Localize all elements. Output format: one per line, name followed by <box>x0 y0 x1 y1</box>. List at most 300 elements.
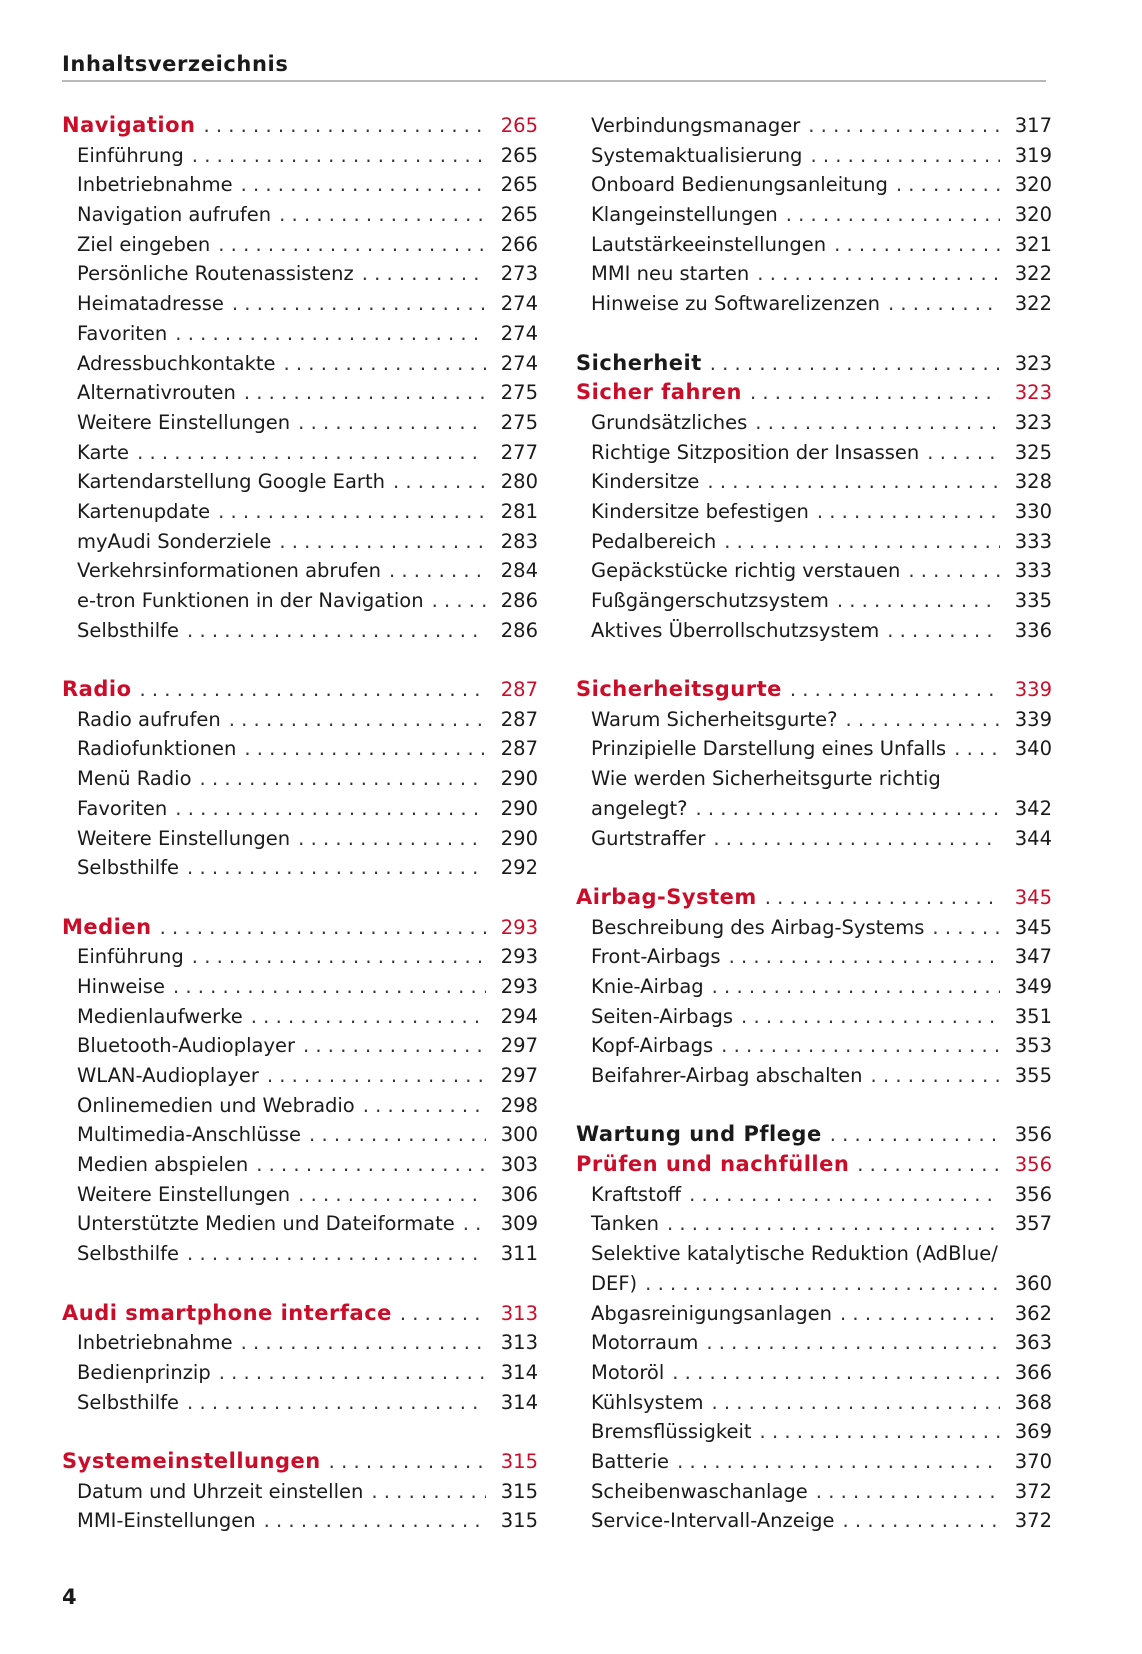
toc-entry-page: 325 <box>1014 440 1052 464</box>
toc-entry-title: Gurtstraffer <box>591 826 706 850</box>
toc-entry-page: 293 <box>500 945 538 969</box>
toc-entry[interactable] <box>62 170 538 200</box>
toc-entry-page: 284 <box>500 559 538 583</box>
toc-entry[interactable] <box>62 289 538 319</box>
toc-entry-page: 274 <box>500 321 538 345</box>
toc-entry[interactable] <box>62 824 538 854</box>
toc-entry-page: 322 <box>1014 292 1052 316</box>
toc-dot-leader <box>705 824 1000 854</box>
toc-chapter[interactable] <box>576 378 1052 408</box>
toc-entry-page: 265 <box>500 203 538 227</box>
toc-dot-leader <box>900 556 1000 586</box>
toc-entry-page: 368 <box>1014 1390 1052 1414</box>
toc-entry-title: Selbsthilfe <box>77 1242 180 1266</box>
toc-entry[interactable] <box>576 1328 1052 1358</box>
toc-chapter[interactable] <box>576 1150 1052 1180</box>
toc-entry[interactable] <box>62 378 538 408</box>
toc-entry-page: 273 <box>500 262 538 286</box>
toc-dot-leader <box>184 141 486 171</box>
toc-entry-page: 294 <box>500 1004 538 1028</box>
toc-entry[interactable] <box>62 794 538 824</box>
toc-entry-title: Einführung <box>77 143 184 167</box>
toc-entry-page: 339 <box>1014 707 1052 731</box>
toc-dot-leader <box>704 972 1000 1002</box>
toc-entry-title: Knie-Airbag <box>591 974 704 998</box>
toc-dot-leader <box>829 586 1000 616</box>
page-title: Inhaltsverzeichnis <box>62 52 289 76</box>
toc-entry[interactable] <box>576 230 1052 260</box>
toc-dot-leader <box>749 259 1000 289</box>
toc-entry-title: Sicher fahren <box>576 380 742 405</box>
toc-entry[interactable] <box>576 616 1052 646</box>
toc-entry[interactable] <box>576 1061 1052 1091</box>
toc-entry-page: 342 <box>1014 796 1052 820</box>
toc-spacer <box>576 319 1052 349</box>
toc-entry[interactable] <box>62 200 538 230</box>
toc-entry[interactable] <box>576 1002 1052 1032</box>
toc-entry[interactable] <box>62 853 538 883</box>
toc-dot-leader <box>381 556 486 586</box>
toc-entry-title: Medienlaufwerke <box>77 1004 243 1028</box>
toc-dot-leader <box>179 853 486 883</box>
toc-entry-title: myAudi Sonderziele <box>77 529 272 553</box>
toc-entry[interactable] <box>576 438 1052 468</box>
toc-dot-leader <box>782 675 1000 705</box>
toc-dot-leader <box>165 972 486 1002</box>
toc-entry[interactable] <box>62 1061 538 1091</box>
toc-entry-title: WLAN-Audioplayer <box>77 1064 259 1087</box>
toc-dot-leader <box>392 1299 486 1329</box>
toc-entry-page: 303 <box>500 1153 538 1177</box>
toc-entry-title: Scheibenwaschanlage <box>591 1479 808 1503</box>
toc-entry-page: 265 <box>500 143 538 167</box>
toc-entry[interactable] <box>62 764 538 794</box>
toc-entry-page: 344 <box>1014 826 1052 850</box>
toc-entry-title: Inbetriebnahme <box>77 173 233 197</box>
toc-entry-title: Einführung <box>77 945 184 969</box>
toc-dot-leader <box>879 616 1000 646</box>
toc-entry-page: 315 <box>500 1449 538 1473</box>
toc-entry[interactable] <box>576 705 1052 735</box>
toc-entry-title: Radio aufrufen <box>77 707 221 731</box>
toc-dot-leader <box>742 378 1000 408</box>
toc-dot-leader <box>152 913 486 943</box>
toc-spacer <box>62 1269 538 1299</box>
toc-dot-leader <box>271 200 486 230</box>
toc-dot-leader <box>224 289 486 319</box>
toc-entry[interactable] <box>576 824 1052 854</box>
toc-spacer <box>576 1091 1052 1121</box>
toc-entry[interactable] <box>576 1209 1052 1239</box>
toc-entry-page: 357 <box>1014 1212 1052 1236</box>
toc-entry-page: 345 <box>1014 885 1052 909</box>
toc-entry-page: 274 <box>500 351 538 375</box>
toc-entry-title: Onboard Bedienungsanleitung <box>591 173 888 197</box>
toc-entry-page: 297 <box>500 1034 538 1058</box>
toc-entry-title: angelegt? <box>591 796 688 820</box>
toc-entry-page: 315 <box>500 1509 538 1533</box>
toc-dot-leader <box>236 378 486 408</box>
toc-entry[interactable] <box>576 259 1052 289</box>
toc-entry-page: 360 <box>1014 1271 1052 1295</box>
toc-entry[interactable] <box>62 1180 538 1210</box>
toc-entry-title: Persönliche Routenassistenz <box>77 262 354 286</box>
toc-entry-page: 323 <box>1014 351 1052 375</box>
toc-entry-title: Kühlsystem <box>591 1390 704 1414</box>
toc-entry[interactable] <box>62 467 538 497</box>
toc-entry-title: Heimatadresse <box>77 292 224 316</box>
toc-dot-leader <box>687 794 1000 824</box>
toc-entry-title: Weitere Einstellungen <box>77 410 291 434</box>
toc-entry-page: 306 <box>500 1182 538 1206</box>
toc-entry-page: 280 <box>500 470 538 494</box>
toc-dot-leader <box>659 1209 1000 1239</box>
toc-entry-page: 351 <box>1014 1004 1052 1028</box>
toc-entry-page: 290 <box>500 767 538 791</box>
toc-entry[interactable] <box>62 616 538 646</box>
toc-entry-page: 313 <box>500 1301 538 1325</box>
toc-dot-leader <box>888 170 1000 200</box>
toc-entry-page: 336 <box>1014 618 1052 642</box>
toc-entry[interactable] <box>576 1239 1052 1269</box>
toc-spacer <box>62 1417 538 1447</box>
toc-dot-leader <box>863 1061 1000 1091</box>
toc-entry[interactable] <box>62 1506 538 1536</box>
toc-entry[interactable] <box>576 942 1052 972</box>
toc-spacer <box>62 645 538 675</box>
toc-entry[interactable] <box>62 259 538 289</box>
toc-entry-page: 275 <box>500 381 538 405</box>
toc-dot-leader <box>703 1388 1000 1418</box>
toc-dot-leader <box>221 705 486 735</box>
toc-entry-page: 315 <box>500 1479 538 1503</box>
toc-entry-title: Bremsflüssigkeit <box>591 1420 752 1444</box>
toc-entry-title: Fußgängerschutzsystem <box>591 589 829 612</box>
toc-entry-title: Kindersitze befestigen <box>591 499 809 523</box>
toc-dot-leader <box>455 1209 486 1239</box>
toc-entry-page: 319 <box>1014 143 1052 167</box>
toc-dot-leader <box>167 319 486 349</box>
toc-chapter[interactable] <box>576 883 1052 913</box>
toc-entry-title: Adressbuchkontakte <box>77 351 276 375</box>
toc-dot-leader <box>681 1180 1000 1210</box>
toc-entry-title: Front-Airbags <box>591 945 721 969</box>
toc-entry-title: Onlinemedien und Webradio <box>77 1093 355 1117</box>
toc-entry-page: 283 <box>500 529 538 553</box>
toc-dot-leader <box>271 527 486 557</box>
toc-entry-title: Multimedia-Anschlüsse <box>77 1123 302 1147</box>
toc-dot-leader <box>129 438 486 468</box>
toc-entry[interactable] <box>576 170 1052 200</box>
toc-entry[interactable] <box>576 556 1052 586</box>
toc-dot-leader <box>946 734 1000 764</box>
toc-entry-title: Weitere Einstellungen <box>77 826 291 850</box>
toc-entry[interactable] <box>62 319 538 349</box>
toc-entry[interactable] <box>576 972 1052 1002</box>
toc-entry-title: Kraftstoff <box>591 1182 682 1206</box>
toc-entry-title: Audi smartphone interface <box>62 1300 392 1325</box>
toc-entry-title: Beifahrer-Airbag abschalten <box>591 1064 863 1087</box>
page-header <box>62 50 1046 82</box>
toc-entry[interactable] <box>62 497 538 527</box>
toc-entry-page: 372 <box>1014 1509 1052 1533</box>
toc-entry-title: Alternativrouten <box>77 381 236 405</box>
toc-dot-leader <box>669 1447 1000 1477</box>
toc-entry-title: Service-Intervall-Anzeige <box>591 1509 835 1533</box>
toc-entry[interactable] <box>576 527 1052 557</box>
toc-dot-leader <box>210 230 486 260</box>
toc-entry-title: Pedalbereich <box>591 529 717 553</box>
toc-entry-page: 309 <box>500 1212 538 1236</box>
toc-dot-leader <box>778 200 1000 230</box>
toc-entry-title: Selbsthilfe <box>77 1390 180 1414</box>
toc-entry-page: 265 <box>500 173 538 197</box>
toc-entry-title: Ziel eingeben <box>77 232 211 256</box>
toc-entry[interactable] <box>62 1358 538 1388</box>
toc-entry-page: 286 <box>500 618 538 642</box>
toc-dot-leader <box>721 942 1000 972</box>
toc-entry[interactable] <box>62 972 538 1002</box>
toc-entry[interactable] <box>576 794 1052 824</box>
toc-entry-page: 330 <box>1014 499 1052 523</box>
toc-entry[interactable] <box>576 1506 1052 1536</box>
toc-entry[interactable] <box>62 230 538 260</box>
toc-entry[interactable] <box>576 734 1052 764</box>
toc-entry-page: 287 <box>500 707 538 731</box>
toc-entry-page: 286 <box>500 589 538 612</box>
toc-entry-title: Richtige Sitzposition der Insassen <box>591 440 920 464</box>
toc-dot-leader <box>363 1477 486 1507</box>
toc-entry[interactable] <box>576 586 1052 616</box>
toc-entry-page: 266 <box>500 232 538 256</box>
toc-entry-title: Klangeinstellungen <box>591 203 778 227</box>
toc-entry[interactable] <box>62 1209 538 1239</box>
toc-entry-title: Navigation <box>62 113 196 137</box>
toc-column-right <box>576 111 1052 1536</box>
toc-entry-title: Wartung und Pflege <box>576 1122 822 1147</box>
toc-entry-title: Tanken <box>591 1212 659 1236</box>
toc-entry-page: 333 <box>1014 529 1052 553</box>
toc-entry[interactable] <box>62 1328 538 1358</box>
toc-entry-page: 314 <box>500 1360 538 1384</box>
toc-entry[interactable] <box>62 1477 538 1507</box>
toc-entry[interactable] <box>576 1299 1052 1329</box>
toc-entry-title: Unterstützte Medien und Dateiformate <box>77 1212 455 1236</box>
toc-dot-leader <box>243 1002 486 1032</box>
toc-entry-page: 345 <box>1014 915 1052 939</box>
toc-entry-page: 281 <box>500 499 538 523</box>
toc-entry-title: DEF) <box>591 1271 638 1295</box>
toc-entry-title: Bluetooth-Audioplayer <box>77 1034 295 1058</box>
toc-entry-title: Systemeinstellungen <box>62 1448 321 1473</box>
toc-entry[interactable] <box>62 1091 538 1121</box>
toc-chapter[interactable] <box>62 111 538 141</box>
toc-chapter[interactable] <box>62 1299 538 1329</box>
toc-dot-leader <box>192 764 486 794</box>
toc-entry-page: 333 <box>1014 559 1052 583</box>
toc-dot-leader <box>233 170 486 200</box>
toc-entry-title: Verbindungsmanager <box>591 114 801 137</box>
toc-entry-page: 349 <box>1014 974 1052 998</box>
toc-dot-leader <box>702 349 1000 379</box>
toc-entry[interactable] <box>62 349 538 379</box>
toc-chapter[interactable] <box>576 675 1052 705</box>
toc-dot-leader <box>276 349 486 379</box>
toc-entry[interactable] <box>62 1002 538 1032</box>
toc-dot-leader <box>752 1417 1000 1447</box>
toc-entry-page: 277 <box>500 440 538 464</box>
toc-dot-leader <box>179 1239 486 1269</box>
page-number: 4 <box>62 1585 77 1609</box>
toc-entry-title: Weitere Einstellungen <box>77 1182 291 1206</box>
toc-entry[interactable] <box>62 705 538 735</box>
toc-entry[interactable] <box>576 1031 1052 1061</box>
toc-entry[interactable] <box>576 141 1052 171</box>
toc-entry-page: 297 <box>500 1064 538 1087</box>
toc-entry[interactable] <box>576 1447 1052 1477</box>
toc-entry[interactable] <box>576 408 1052 438</box>
toc-entry-page: 314 <box>500 1390 538 1414</box>
toc-entry[interactable] <box>576 1269 1052 1299</box>
toc-entry-page: 369 <box>1014 1420 1052 1444</box>
toc-entry[interactable] <box>62 1150 538 1180</box>
toc-dot-leader <box>179 1388 486 1418</box>
toc-dot-leader <box>424 586 486 616</box>
toc-spacer <box>576 645 1052 675</box>
toc-entry[interactable] <box>62 141 538 171</box>
toc-entry[interactable] <box>576 200 1052 230</box>
toc-entry-title: Favoriten <box>77 321 168 345</box>
toc-entry-title: Hinweise zu Softwarelizenzen <box>591 292 880 316</box>
toc-entry-title: Seiten-Airbags <box>591 1004 734 1028</box>
toc-entry-title: Selektive katalytische Reduktion (AdBlue/ <box>591 1242 998 1266</box>
toc-entry-title: MMI-Einstellungen <box>77 1509 256 1533</box>
toc-entry-title: Selbsthilfe <box>77 856 180 880</box>
toc-entry-title: Batterie <box>591 1449 670 1473</box>
toc-dot-leader <box>195 111 486 141</box>
toc-entry-title: Motorraum <box>591 1331 699 1355</box>
toc-entry-title: Medien abspielen <box>77 1153 249 1177</box>
toc-dot-leader <box>919 438 1000 468</box>
toc-dot-leader <box>301 1120 486 1150</box>
toc-entry-page: 311 <box>500 1242 538 1266</box>
toc-chapter[interactable] <box>62 1447 538 1477</box>
toc-entry[interactable] <box>62 1239 538 1269</box>
toc-entry[interactable] <box>576 1417 1052 1447</box>
toc-entry-title: Inbetriebnahme <box>77 1331 233 1355</box>
toc-dot-leader <box>716 527 1000 557</box>
toc-entry-title: Navigation aufrufen <box>77 203 272 227</box>
toc-dot-leader <box>385 467 486 497</box>
toc-dot-leader <box>826 230 1000 260</box>
toc-entry-page: 287 <box>500 678 538 702</box>
toc-entry-page: 366 <box>1014 1360 1052 1384</box>
toc-entry-title: Datum und Uhrzeit einstellen <box>77 1479 364 1503</box>
toc-entry[interactable] <box>576 467 1052 497</box>
toc-entry[interactable] <box>62 408 538 438</box>
toc-entry[interactable] <box>576 913 1052 943</box>
toc-chapter[interactable] <box>62 675 538 705</box>
toc-section[interactable] <box>576 1120 1052 1150</box>
toc-entry[interactable] <box>576 289 1052 319</box>
toc-entry[interactable] <box>576 111 1052 141</box>
toc-entry-page: 287 <box>500 737 538 761</box>
toc-entry-page: 298 <box>500 1093 538 1117</box>
toc-entry-page: 347 <box>1014 945 1052 969</box>
toc-dot-leader <box>837 705 1000 735</box>
toc-dot-leader <box>290 408 486 438</box>
toc-entry-page: 339 <box>1014 678 1052 702</box>
toc-entry-page: 370 <box>1014 1449 1052 1473</box>
toc-dot-leader <box>733 1002 1000 1032</box>
toc-entry-title: Medien <box>62 914 152 939</box>
toc-entry-page: 317 <box>1014 114 1052 137</box>
toc-entry-title: Gepäckstücke richtig verstauen <box>591 559 901 583</box>
toc-entry[interactable] <box>62 527 538 557</box>
toc-entry-title: Karte <box>77 440 130 464</box>
toc-entry-title: Lautstärkeeinstellungen <box>591 232 827 256</box>
toc-entry-title: Hinweise <box>77 974 165 998</box>
toc-entry[interactable] <box>62 734 538 764</box>
toc-spacer <box>576 853 1052 883</box>
toc-entry-title: Beschreibung des Airbag-Systems <box>591 915 925 939</box>
toc-entry[interactable] <box>576 1477 1052 1507</box>
toc-entry-page: 356 <box>1014 1123 1052 1147</box>
toc-entry-title: Radio <box>62 677 132 702</box>
toc-entry[interactable] <box>62 556 538 586</box>
toc-dot-leader <box>179 616 486 646</box>
toc-entry[interactable] <box>576 764 1052 794</box>
toc-entry-page: 320 <box>1014 173 1052 197</box>
toc-dot-leader <box>800 111 1000 141</box>
toc-entry[interactable] <box>62 586 538 616</box>
toc-entry[interactable] <box>62 1031 538 1061</box>
toc-entry-page: 323 <box>1014 381 1052 405</box>
toc-entry-title: Warum Sicherheitsgurte? <box>591 707 838 731</box>
toc-entry[interactable] <box>62 942 538 972</box>
toc-entry-page: 355 <box>1014 1064 1052 1087</box>
toc-dot-leader <box>321 1447 486 1477</box>
toc-dot-leader <box>184 942 486 972</box>
toc-entry[interactable] <box>62 1120 538 1150</box>
toc-entry-page: 356 <box>1014 1153 1052 1177</box>
toc-entry-title: Motoröl <box>591 1360 665 1384</box>
toc-entry-title: e-tron Funktionen in der Navigation <box>77 589 424 612</box>
toc-entry-title: Menü Radio <box>77 767 192 791</box>
toc-dot-leader <box>664 1358 1000 1388</box>
toc-entry[interactable] <box>576 497 1052 527</box>
toc-entry[interactable] <box>62 1388 538 1418</box>
toc-dot-leader <box>248 1150 486 1180</box>
toc-entry-title: Kartenupdate <box>77 499 211 523</box>
toc-section[interactable] <box>576 349 1052 379</box>
toc-entry-title: Abgasreinigungsanlagen <box>591 1301 833 1325</box>
toc-entry-title: Sicherheit <box>576 350 702 375</box>
toc-dot-leader <box>832 1299 1000 1329</box>
toc-dot-leader <box>290 824 486 854</box>
toc-entry[interactable] <box>576 1180 1052 1210</box>
toc-dot-leader <box>210 497 486 527</box>
toc-entry[interactable] <box>576 1358 1052 1388</box>
toc-entry[interactable] <box>62 438 538 468</box>
toc-dot-leader <box>822 1120 1000 1150</box>
toc-chapter[interactable] <box>62 913 538 943</box>
toc-entry[interactable] <box>576 1388 1052 1418</box>
toc-entry-title: Aktives Überrollschutzsystem <box>591 618 880 642</box>
toc-dot-leader <box>802 141 1000 171</box>
toc-dot-leader <box>747 408 1000 438</box>
toc-entry-page: 362 <box>1014 1301 1052 1325</box>
